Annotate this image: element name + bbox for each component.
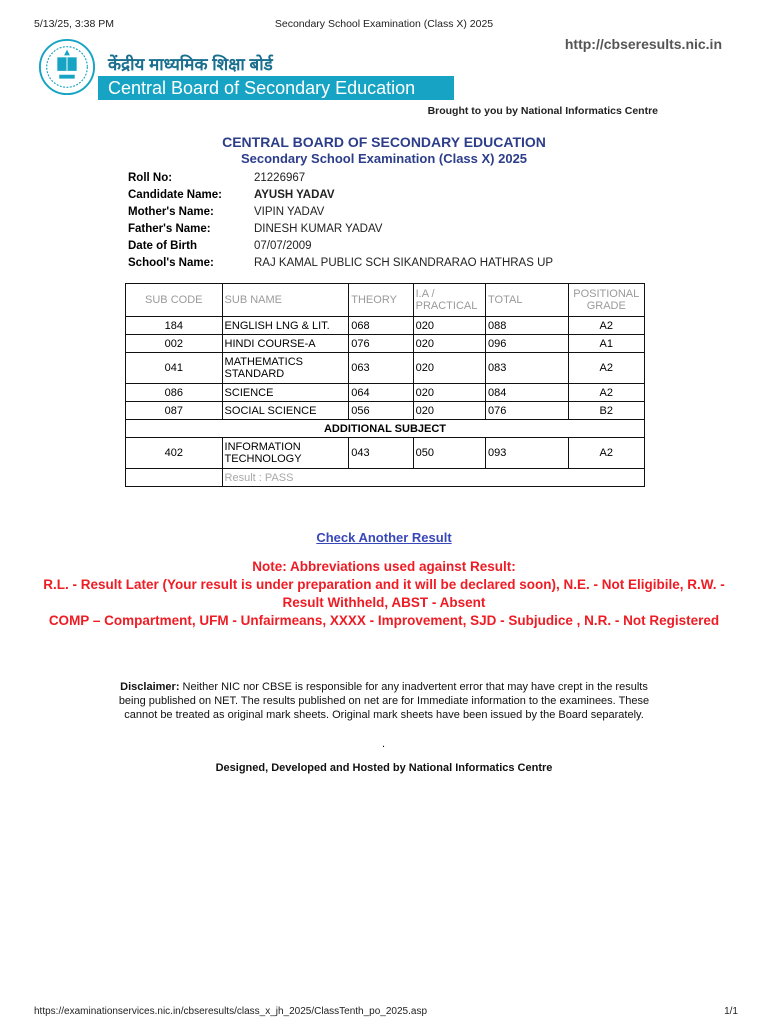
col-header: THEORY: [349, 284, 413, 317]
father-name-value: DINESH KUMAR YADAV: [254, 222, 383, 235]
board-name-banner: Central Board of Secondary Education: [98, 76, 454, 100]
disclaimer-label: Disclaimer:: [120, 681, 180, 693]
note-title: Note: Abbreviations used against Result:: [252, 559, 516, 574]
info-label: Father's Name:: [128, 222, 211, 235]
cell: 050: [413, 438, 485, 469]
info-row-school: [128, 254, 553, 271]
cell: 096: [486, 335, 568, 353]
cbse-emblem-icon: [38, 38, 96, 96]
cell: A2: [568, 438, 645, 469]
brought-by-nic: Brought to you by National Informatics Centre: [427, 105, 658, 117]
cell: ENGLISH LNG & LIT.: [222, 317, 349, 335]
cell: HINDI COURSE-A: [222, 335, 349, 353]
table-row: [126, 438, 645, 469]
disclaimer: [118, 680, 650, 722]
info-label: Date of Birth: [128, 239, 197, 252]
cell: A1: [568, 335, 645, 353]
site-url[interactable]: http://cbseresults.nic.in: [564, 36, 722, 52]
cell: 068: [349, 317, 413, 335]
cell: MATHEMATICS STANDARD: [222, 353, 349, 384]
col-header: TOTAL: [486, 284, 568, 317]
dob-value: 07/07/2009: [254, 239, 312, 252]
cell: 002: [126, 335, 223, 353]
additional-subject-label: ADDITIONAL SUBJECT: [126, 420, 645, 438]
cell: 064: [349, 384, 413, 402]
col-header: SUB NAME: [222, 284, 349, 317]
exam-subheading: Secondary School Examination (Class X) 2025: [240, 151, 528, 166]
info-row-father: [128, 220, 553, 237]
result-heading: CENTRAL BOARD OF SECONDARY EDUCATION: [222, 134, 546, 150]
table-row: [126, 402, 645, 420]
col-header: SUB CODE: [126, 284, 223, 317]
marks-header-row: [126, 284, 645, 317]
info-row-dob: [128, 237, 553, 254]
print-page-title: Secondary School Examination (Class X) 2025: [274, 18, 494, 30]
info-label: Roll No:: [128, 171, 173, 184]
cell: 184: [126, 317, 223, 335]
candidate-info: [128, 169, 553, 271]
table-row: [126, 384, 645, 402]
designed-by: Designed, Developed and Hosted by National Informatics Centre: [215, 762, 553, 774]
cell: 076: [486, 402, 568, 420]
cell: 093: [486, 438, 568, 469]
note-line-1: R.L. - Result Later (Your result is under preparation and it will be declared soon), N.E. - Not Eligibile, R.W. - Result Withheld, ABST - Absent: [43, 577, 725, 610]
info-row-mother: [128, 203, 553, 220]
print-datetime: 5/13/25, 3:38 PM: [34, 18, 114, 30]
cell: INFORMATION TECHNOLOGY: [222, 438, 349, 469]
disclaimer-text: Neither NIC nor CBSE is responsible for any inadvertent error that may have crept in the results being published on NET. The results published on net are for Immediate information to the examinees. These cannot be treated as original mark sheets. Original mark sheets have been issued by the Board separately.: [118, 681, 650, 721]
roll-no-value: 21226967: [254, 171, 306, 184]
cell: B2: [568, 402, 645, 420]
page-number: 1/1: [724, 1006, 738, 1017]
marks-table: [125, 283, 645, 487]
cell: 084: [486, 384, 568, 402]
cell: A2: [568, 384, 645, 402]
cell: A2: [568, 317, 645, 335]
cell: 087: [126, 402, 223, 420]
footer-url: https://examinationservices.nic.in/cbseresults/class_x_jh_2025/ClassTenth_po_2025.asp: [34, 1006, 428, 1017]
info-label: Candidate Name:: [128, 188, 222, 201]
candidate-name-value: AYUSH YADAV: [254, 188, 335, 201]
cell: 063: [349, 353, 413, 384]
additional-subject-row: [126, 420, 645, 438]
board-name-hindi: केंद्रीय माध्यमिक शिक्षा बोर्ड: [108, 55, 273, 74]
cell: SCIENCE: [222, 384, 349, 402]
separator-dot: .: [382, 738, 386, 750]
result-row: [126, 469, 645, 487]
cell: 086: [126, 384, 223, 402]
cell: SOCIAL SCIENCE: [222, 402, 349, 420]
info-row-roll: [128, 169, 553, 186]
table-row: [126, 317, 645, 335]
cell: 083: [486, 353, 568, 384]
cell: 020: [413, 384, 485, 402]
cell: 041: [126, 353, 223, 384]
note-line-2: COMP – Compartment, UFM - Unfairmeans, XXXX - Improvement, SJD - Subjudice , N.R. - Not Registered: [48, 613, 720, 628]
abbreviations-note: [30, 558, 738, 630]
cell-empty: [126, 469, 223, 487]
info-label: School's Name:: [128, 256, 214, 269]
col-header: POSITIONAL GRADE: [568, 284, 645, 317]
cell: 076: [349, 335, 413, 353]
check-another-result-link[interactable]: Check Another Result: [316, 530, 452, 545]
cell: 056: [349, 402, 413, 420]
cell: 020: [413, 402, 485, 420]
col-header: I.A / PRACTICAL: [413, 284, 485, 317]
cell: 043: [349, 438, 413, 469]
info-label: Mother's Name:: [128, 205, 214, 218]
school-name-value: RAJ KAMAL PUBLIC SCH SIKANDRARAO HATHRAS UP: [254, 256, 554, 269]
cell: A2: [568, 353, 645, 384]
table-row: [126, 353, 645, 384]
cell: 402: [126, 438, 223, 469]
table-row: [126, 335, 645, 353]
mother-name-value: VIPIN YADAV: [254, 205, 325, 218]
cell: 088: [486, 317, 568, 335]
result-status: Result : PASS: [222, 469, 644, 487]
cell: 020: [413, 317, 485, 335]
cell: 020: [413, 353, 485, 384]
cell: 020: [413, 335, 485, 353]
info-row-name: [128, 186, 553, 203]
